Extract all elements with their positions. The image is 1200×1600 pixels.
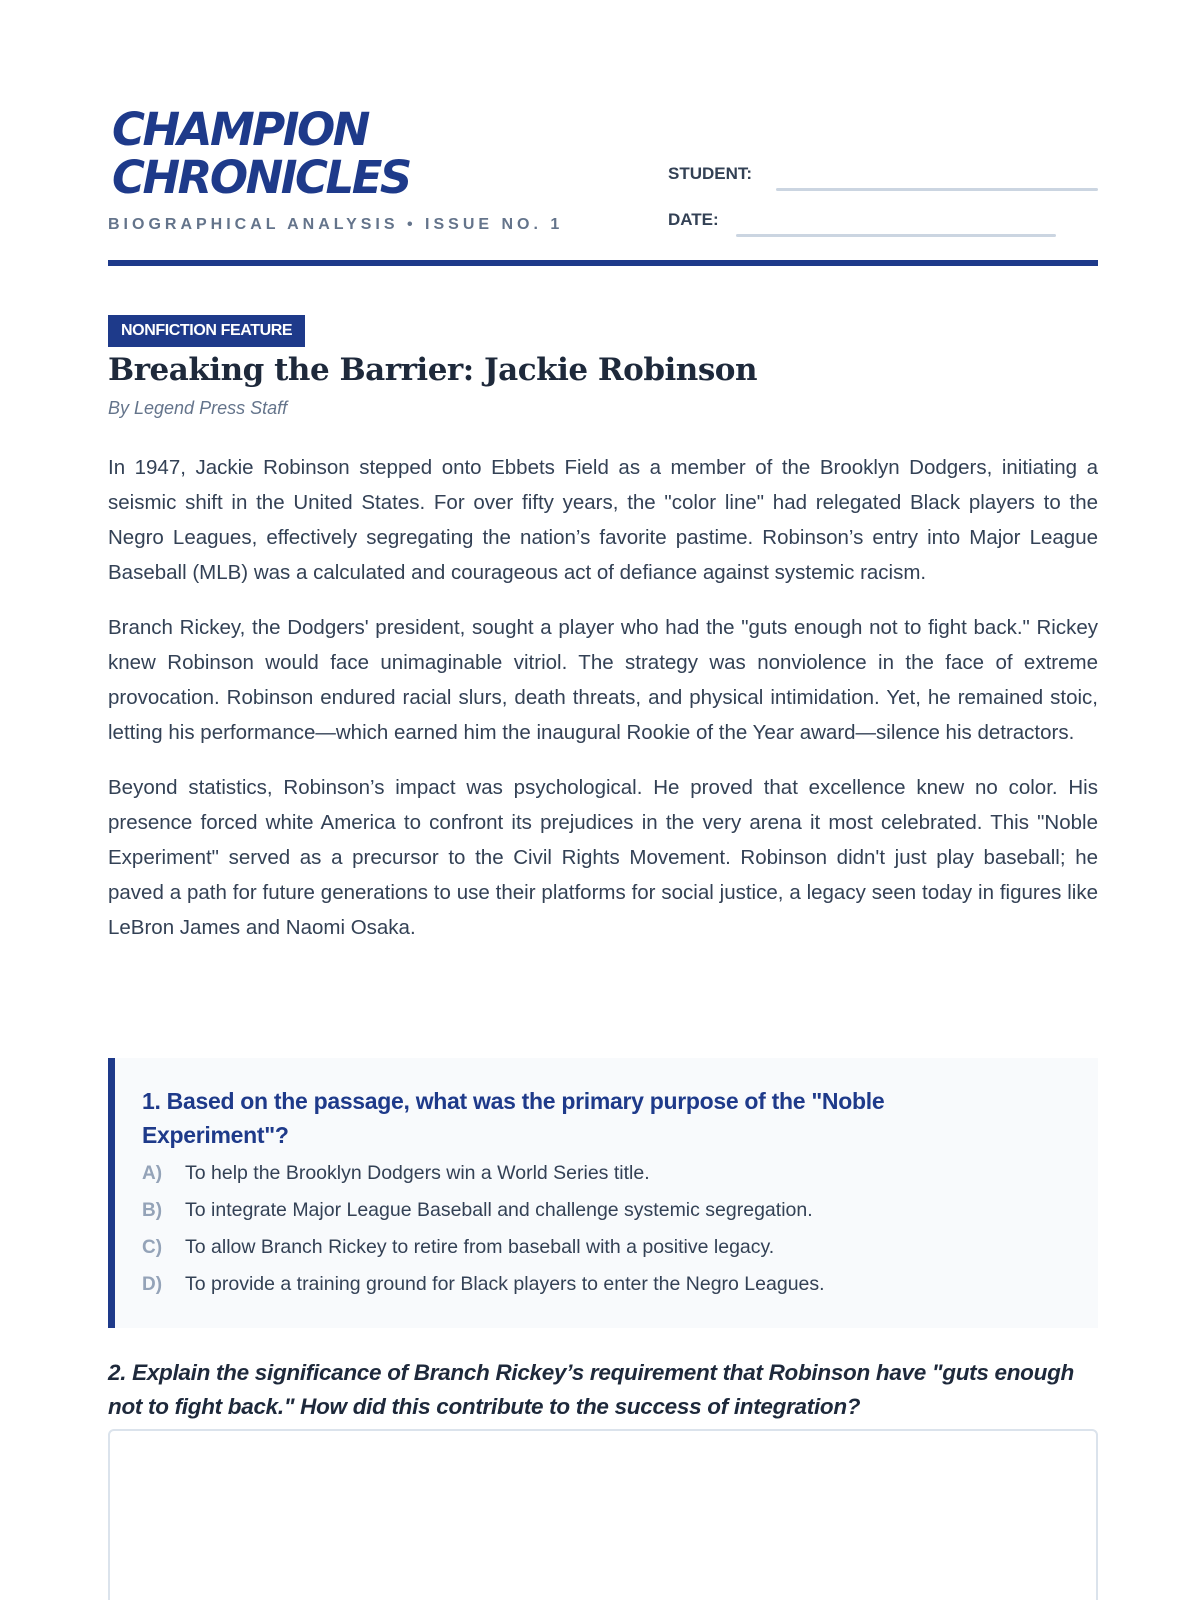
masthead xyxy=(108,103,1098,266)
student-name-field[interactable] xyxy=(776,188,1098,191)
publication-subtitle: BIOGRAPHICAL ANALYSIS • ISSUE NO. 1 xyxy=(108,216,564,233)
option-a[interactable] xyxy=(142,1162,1098,1199)
article-paragraph: Beyond statistics, Robinson’s impact was psychological. He proved that excellence knew no color. His presence forced white America to confront its prejudices in the very arena it most celebrated. This "Noble Experiment" served as a precursor to the Civil Rights Movement. Robinson didn't just play baseball; he paved a path for future generations to use their platforms for social justice, a legacy seen today in figures like LeBron James and Naomi Osaka. xyxy=(108,776,1098,939)
option-d[interactable] xyxy=(142,1273,1098,1310)
option-b[interactable] xyxy=(142,1199,1098,1236)
publication-title xyxy=(112,103,410,204)
option-letter: B) xyxy=(142,1200,163,1221)
publication-title-line1: CHAMPION xyxy=(112,103,368,156)
article-body xyxy=(108,450,1098,965)
option-text: To provide a training ground for Black players to enter the Negro Leagues. xyxy=(185,1273,825,1295)
option-text: To integrate Major League Baseball and challenge systemic segregation. xyxy=(185,1199,813,1221)
student-field-row xyxy=(668,164,1098,210)
article-paragraph: Branch Rickey, the Dodgers' president, sought a player who had the "guts enough not to fight back." Rickey knew Robinson would face unimaginable vitriol. The strategy was nonviolence in the face of extreme provocation. Robinson endured racial slurs, death threats, and physical intimidation. Yet, he remained stoic, letting his performance—which earned him the inaugural Rookie of the Year award—silence his detractors. xyxy=(108,616,1098,744)
question-2-prompt: 2. Explain the significance of Branch Rickey’s requirement that Robinson have "guts enough not to fight back." How did this contribute to the success of integration? xyxy=(108,1360,1074,1419)
question-1-options xyxy=(142,1162,1098,1310)
article-paragraph: In 1947, Jackie Robinson stepped onto Ebbets Field as a member of the Brooklyn Dodgers, initiating a seismic shift in the United States. For over fifty years, the "color line" had relegated Black players to the Negro Leagues, effectively segregating the nation’s favorite pastime. Robinson’s entry into Major League Baseball (MLB) was a calculated and courageous act of defiance against systemic racism. xyxy=(108,456,1098,584)
article-headline: Breaking the Barrier: Jackie Robinson xyxy=(108,352,757,388)
option-c[interactable] xyxy=(142,1236,1098,1273)
header-divider xyxy=(108,260,1098,266)
student-label: STUDENT: xyxy=(668,164,753,183)
student-info xyxy=(668,164,1098,256)
option-letter: A) xyxy=(142,1163,163,1184)
option-letter: C) xyxy=(142,1237,163,1258)
option-text: To help the Brooklyn Dodgers win a World Series title. xyxy=(185,1162,650,1184)
date-label: DATE: xyxy=(668,210,719,229)
question-1-prompt: 1. Based on the passage, what was the primary purpose of the "Noble Experiment"? xyxy=(142,1088,885,1148)
article-byline: By Legend Press Staff xyxy=(108,398,288,418)
question-1-panel xyxy=(108,1058,1098,1328)
option-text: To allow Branch Rickey to retire from baseball with a positive legacy. xyxy=(185,1236,775,1258)
publication-title-line2: CHRONICLES xyxy=(112,151,410,204)
question-2-answer-box[interactable] xyxy=(108,1429,1098,1600)
option-letter: D) xyxy=(142,1274,163,1295)
date-field[interactable] xyxy=(736,234,1056,237)
date-field-row xyxy=(668,210,1098,256)
section-tag: NONFICTION FEATURE xyxy=(108,315,305,347)
